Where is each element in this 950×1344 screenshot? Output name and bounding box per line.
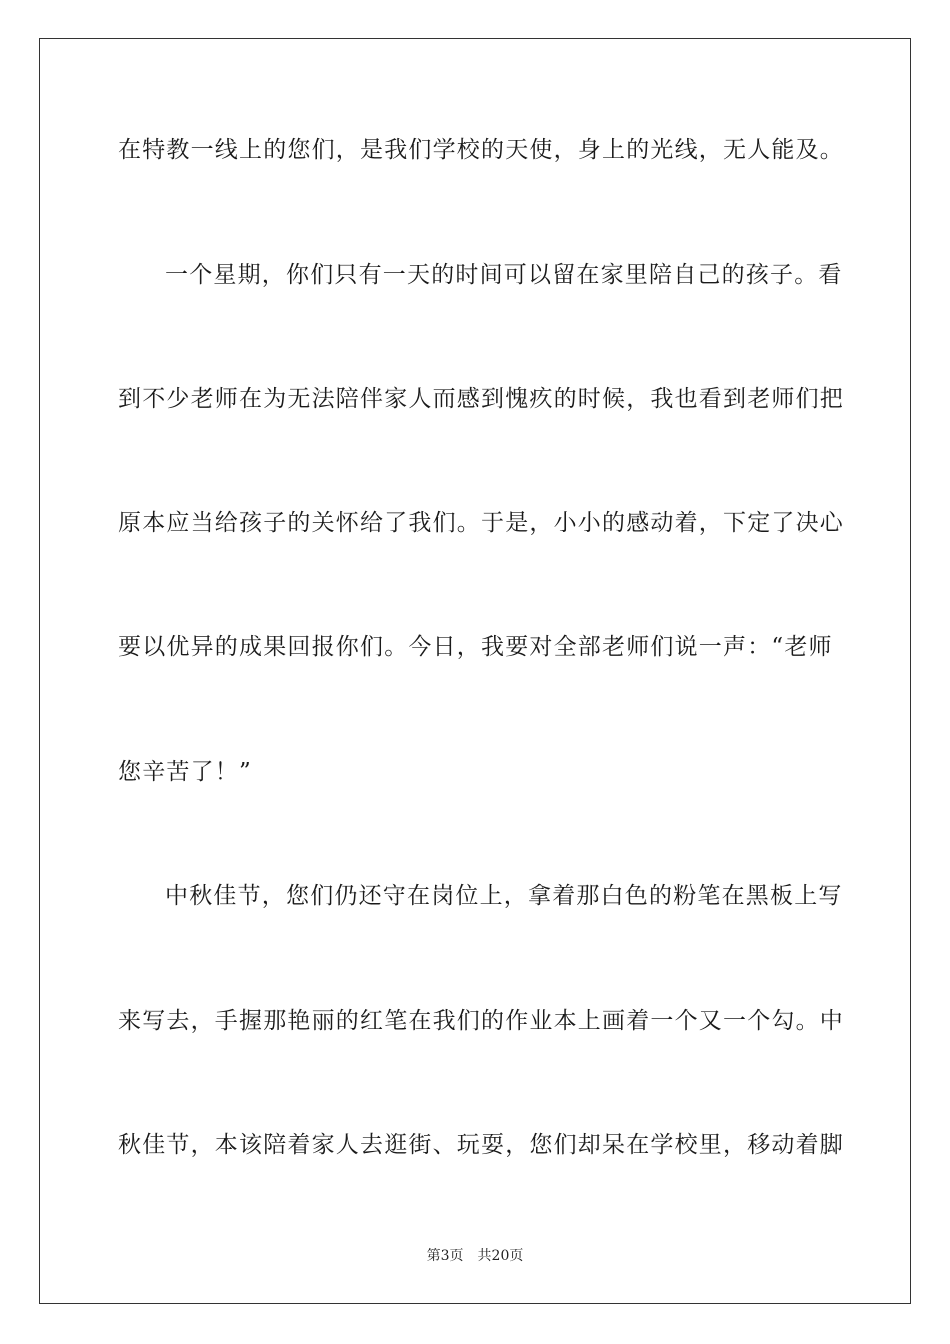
- page-total: 共20页: [477, 1248, 524, 1264]
- page-footer: [0, 1246, 950, 1266]
- page-border: [39, 38, 911, 1304]
- text-line-3: 到不少老师在为无法陪伴家人而感到愧疚的时候，我也看到老师们把: [118, 386, 844, 412]
- text-line-9: 秋佳节，本该陪着家人去逛街、玩耍，您们却呆在学校里，移动着脚: [118, 1132, 844, 1158]
- page-number: 第3页: [426, 1248, 464, 1264]
- text-line-6: 您辛苦了！”: [118, 759, 252, 785]
- text-line-1: 在特教一线上的您们，是我们学校的天使，身上的光线，无人能及。: [118, 137, 844, 163]
- text-line-8: 来写去，手握那艳丽的红笔在我们的作业本上画着一个又一个勾。中: [118, 1008, 844, 1034]
- text-line-7: 中秋佳节，您们仍还守在岗位上，拿着那白色的粉笔在黑板上写: [165, 883, 843, 909]
- text-line-2: 一个星期，你们只有一天的时间可以留在家里陪自己的孩子。看: [165, 262, 843, 288]
- text-line-5: 要以优异的成果回报你们。今日，我要对全部老师们说一声：“老师: [118, 634, 833, 660]
- text-line-4: 原本应当给孩子的关怀给了我们。于是，小小的感动着，下定了决心: [118, 510, 844, 536]
